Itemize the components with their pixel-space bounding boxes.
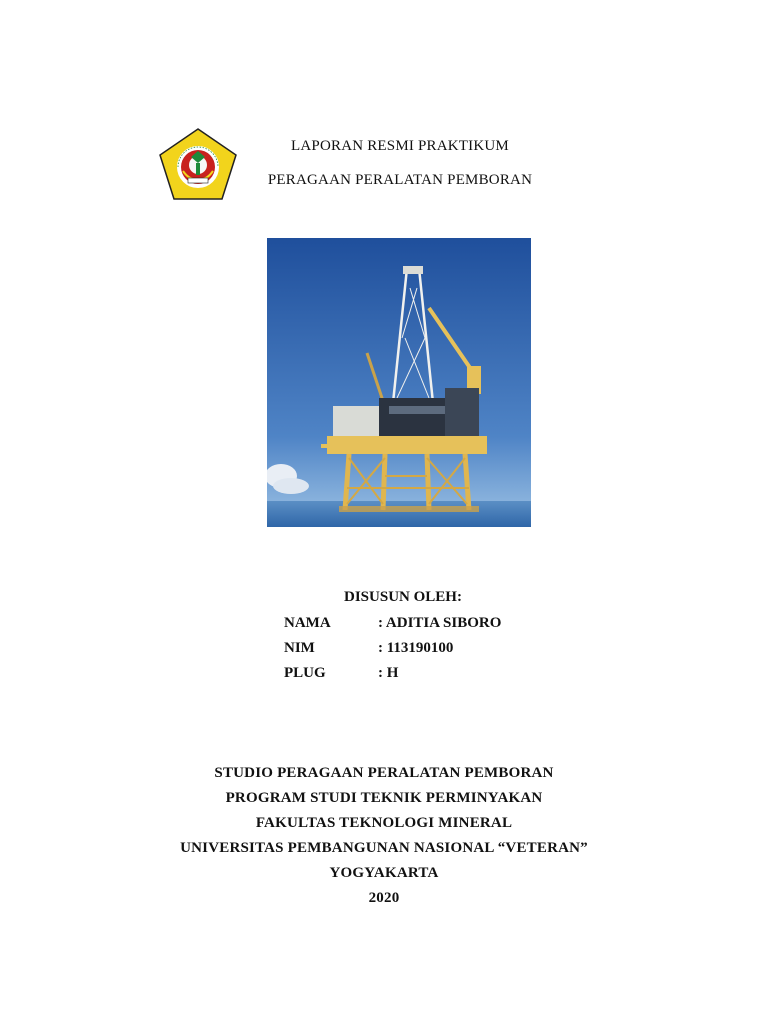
institution-city: YOGYAKARTA (329, 865, 439, 881)
info-label: NIM (284, 640, 315, 656)
institution-year: 2020 (368, 890, 400, 906)
report-subtitle: PERAGAAN PERALATAN PEMBORAN (267, 172, 533, 188)
report-title: LAPORAN RESMI PRAKTIKUM (291, 138, 509, 154)
institution-program: PROGRAM STUDI TEKNIK PERMINYAKAN (225, 790, 543, 806)
institution-faculty: FAKULTAS TEKNOLOGI MINERAL (255, 815, 513, 831)
institution-university: UNIVERSITAS PEMBANGUNAN NASIONAL “VETERAN” (180, 840, 588, 856)
author-heading: DISUSUN OLEH: (344, 589, 462, 605)
institution-studio: STUDIO PERAGAAN PERALATAN PEMBORAN (214, 765, 554, 781)
info-label: PLUG (284, 665, 326, 681)
info-label: NAMA (284, 615, 331, 631)
info-value: : ADITIA SIBORO (378, 615, 502, 631)
info-value: : 113190100 (378, 640, 454, 656)
offshore-drilling-rig-photo (267, 238, 531, 527)
info-value: : H (378, 665, 399, 681)
